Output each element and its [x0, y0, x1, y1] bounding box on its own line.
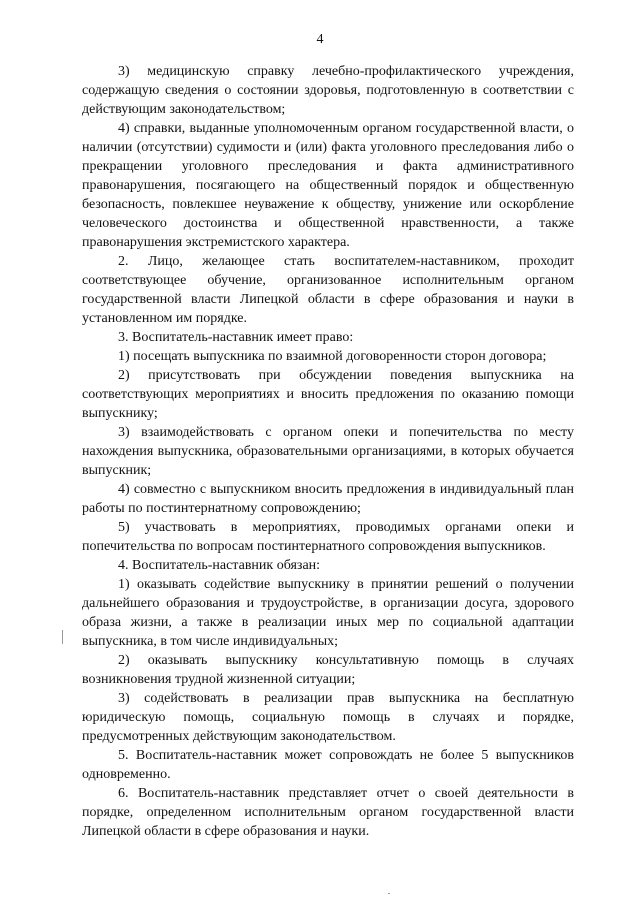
paragraph-right-3: 3) взаимодействовать с органом опеки и попечительства по месту нахождения выпускника, образовательными организациями, в которых обучается выпускник;: [82, 425, 574, 478]
paragraph-right-5: 5) участвовать в мероприятиях, проводимых органами опеки и попечительства по вопросам постинтернатного сопровождения выпускников.: [82, 520, 574, 554]
paragraph-clause-2-training: 2. Лицо, желающее стать воспитателем-наставником, проходит соответствующее обучение, организованное исполнительным органом государственной власти Липецкой области в сфере образования и науки в установленном им порядке.: [82, 254, 574, 326]
scan-artifact-left: [62, 630, 63, 644]
paragraph-item-4-criminal-record-certificates: 4) справки, выданные уполномоченным органом государственной власти, о наличии (отсутствии) судимости и (или) факта уголовного преследования либо о прекращении уголовного преследования и факта административного правонарушения, посягающего на общественный порядок и общественную безопасность, повлекшее неуважение к обществу, унижение или оскорбление человеческого достоинства и общественной нравственности, а также правонарушения экстремистского характера.: [82, 121, 574, 250]
paragraph-right-1: 1) посещать выпускника по взаимной договоренности сторон договора;: [118, 349, 547, 364]
paragraph-clause-5-limit: 5. Воспитатель-наставник может сопровождать не более 5 выпускников одновременно.: [82, 748, 574, 782]
paragraph-clause-6-report: 6. Воспитатель-наставник представляет отчет о своей деятельности в порядке, определенном исполнительным органом государственной власти Липецкой области в сфере образования и науки.: [82, 786, 574, 839]
paragraph-item-3-medical-certificate: 3) медицинскую справку лечебно-профилактического учреждения, содержащую сведения о состоянии здоровья, подготовленную в соответствии с действующим законодательством;: [82, 64, 574, 117]
paragraph-right-2: 2) присутствовать при обсуждении поведения выпускника на соответствующих мероприятиях и вносить предложения по оказанию помощи выпускнику;: [82, 368, 574, 421]
document-body: [82, 62, 574, 841]
paragraph-clause-4-duties-heading: 4. Воспитатель-наставник обязан:: [118, 558, 321, 573]
paragraph-duty-2: 2) оказывать выпускнику консультативную помощь в случаях возникновения трудной жизненной ситуации;: [82, 653, 574, 687]
paragraph-right-4: 4) совместно с выпускником вносить предложения в индивидуальный план работы по постинтернатному сопровождению;: [82, 482, 574, 516]
paragraph-duty-3: 3) содействовать в реализации прав выпускника на бесплатную юридическую помощь, социальную помощь в случаях и порядке, предусмотренных действующим законодательством.: [82, 691, 574, 744]
paragraph-clause-3-rights-heading: 3. Воспитатель-наставник имеет право:: [118, 330, 354, 345]
paragraph-duty-1: 1) оказывать содействие выпускнику в принятии решений о получении дальнейшего образования и трудоустройстве, в организации досуга, здорового образа жизни, а также в реализации иных мер по социальной адаптации выпускника, в том числе индивидуальных;: [82, 577, 574, 649]
page-number: 4: [316, 32, 324, 47]
scan-artifact-bottom: [388, 893, 390, 894]
